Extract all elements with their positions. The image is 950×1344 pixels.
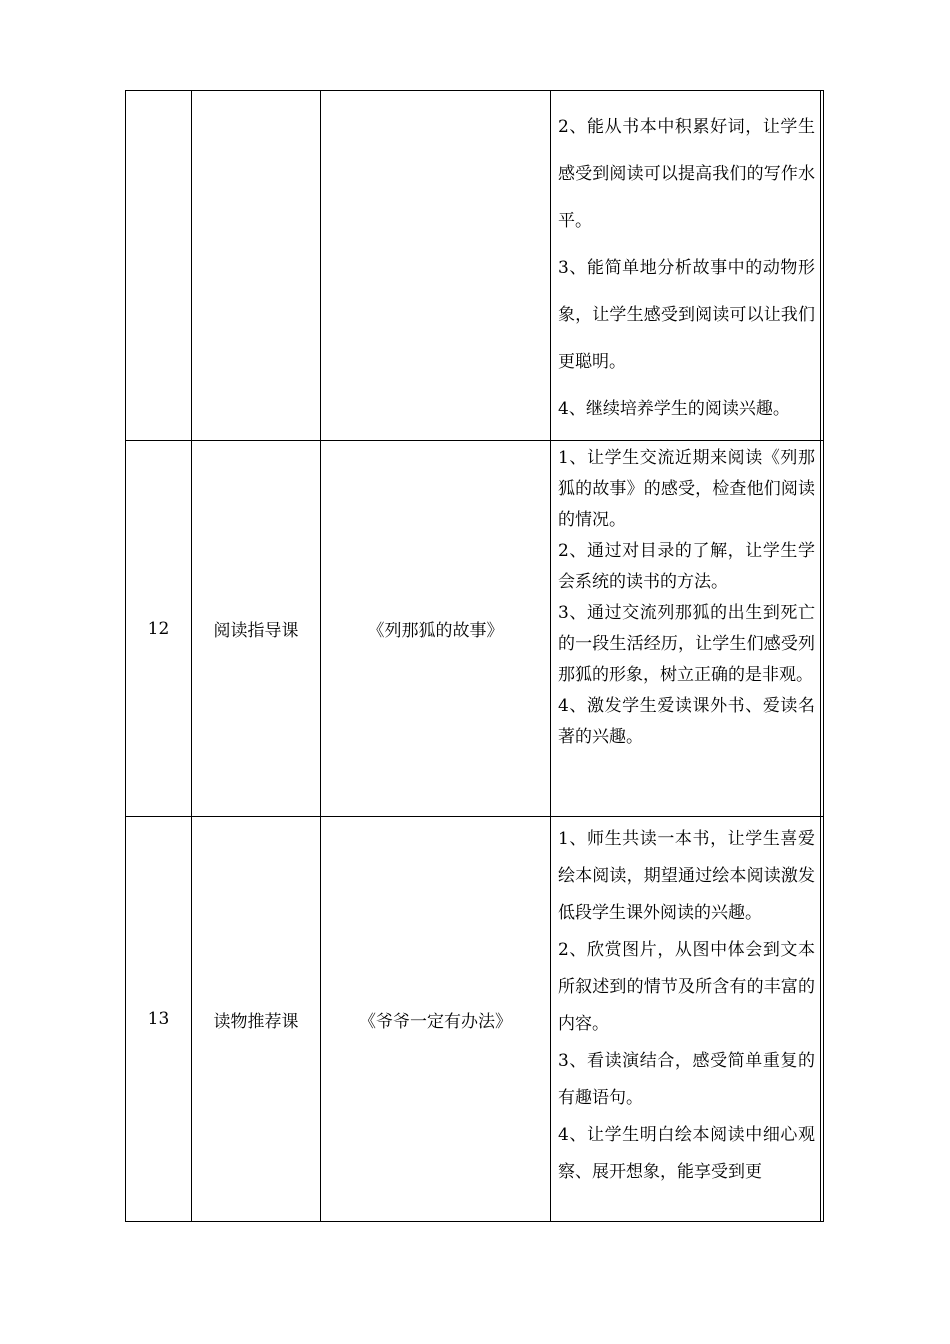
goal-item: 3、通过交流列那狐的出生到死亡的一段生活经历，让学生们感受列那狐的形象，树立正确的是非观。 (558, 603, 815, 685)
goal-item: 4、让学生明白绘本阅读中细心观察、展开想象，能享受到更 (558, 1125, 815, 1182)
goal-item: 3、看读演结合，感受简单重复的有趣语句。 (558, 1051, 815, 1108)
goal-item: 2、通过对目录的了解，让学生学会系统的读书的方法。 (558, 541, 815, 592)
plan-table (125, 90, 825, 1222)
goal-item: 1、师生共读一本书，让学生喜爱绘本阅读，期望通过绘本阅读激发低段学生课外阅读的兴趣。 (558, 829, 815, 923)
table-row (126, 817, 191, 1221)
goal-item: 3、能简单地分析故事中的动物形象，让学生感受到阅读可以让我们更聪明。 (558, 258, 815, 372)
table-border (823, 90, 824, 1222)
lesson-number: 13 (147, 1009, 170, 1029)
goal-item: 4、继续培养学生的阅读兴趣。 (558, 399, 790, 419)
goals-cell (558, 443, 815, 753)
goal-item: 4、激发学生爱读课外书、爱读名著的兴趣。 (558, 696, 815, 747)
book-title-cell (321, 817, 550, 1221)
book-title-cell (321, 91, 550, 440)
table-border (820, 90, 821, 1222)
lesson-number: 12 (147, 618, 170, 639)
lesson-type-cell (192, 91, 320, 440)
table-border (125, 1221, 824, 1222)
lesson-type: 读物推荐课 (213, 1011, 299, 1032)
lesson-type-cell (192, 441, 320, 816)
book-title: 《列那狐的故事》 (367, 621, 504, 641)
table-row (126, 441, 191, 816)
goal-item: 1、让学生交流近期来阅读《列那狐的故事》的感受，检查他们阅读的情况。 (558, 448, 815, 530)
goal-item: 2、欣赏图片，从图中体会到文本所叙述到的情节及所含有的丰富的内容。 (558, 940, 815, 1034)
lesson-type-cell (192, 817, 320, 1221)
table-border (550, 90, 551, 1222)
book-title: 《爷爷一定有办法》 (359, 1011, 512, 1032)
lesson-type: 阅读指导课 (213, 621, 299, 641)
table-row (126, 91, 191, 440)
goals-cell (558, 821, 815, 1191)
goal-item: 2、能从书本中积累好词，让学生感受到阅读可以提高我们的写作水平。 (558, 117, 815, 231)
book-title-cell (321, 441, 550, 816)
goals-cell (558, 104, 815, 433)
